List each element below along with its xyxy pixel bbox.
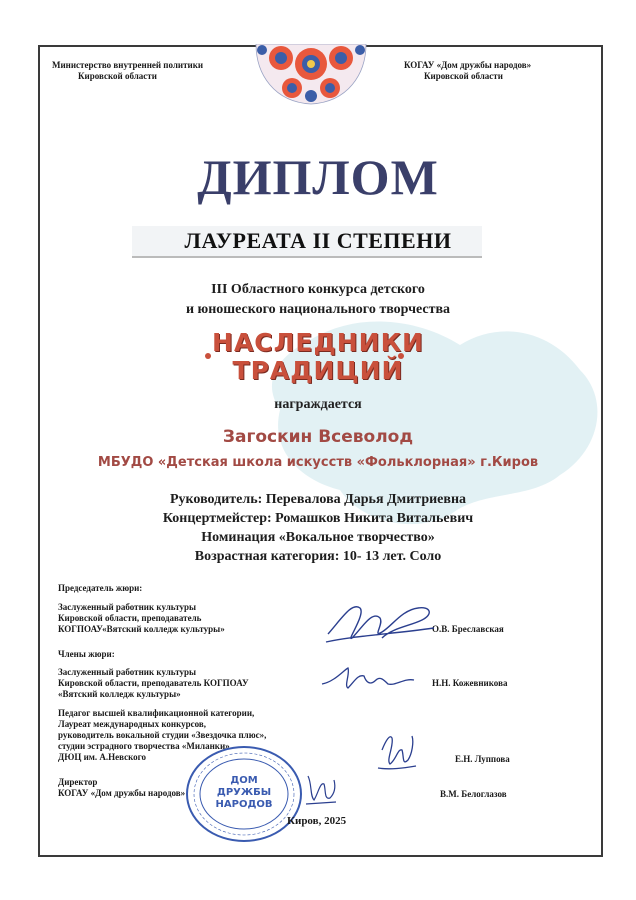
stamp-line1: ДОМ — [230, 775, 258, 786]
contest-line2: и юношеского национального творчества — [185, 302, 451, 317]
recipient-school: МБУДО «Детская школа искусств «Фольклорная» г.Киров — [97, 455, 539, 470]
director-title — [58, 777, 185, 799]
member2-line5: ДЮЦ им. А.Невского — [58, 752, 147, 762]
nomination: Номинация «Вокальное творчество» — [201, 530, 435, 545]
awarded-label: награждается — [274, 397, 362, 412]
leader: Руководитель: Перевалова Дарья Дмитриевна — [169, 492, 467, 507]
diploma-degree: ЛАУРЕАТА II СТЕПЕНИ — [184, 228, 452, 253]
contest-logo-line2: ТРАДИЦИЙ — [232, 356, 404, 385]
chair-line1: Заслуженный работник культуры — [58, 602, 197, 612]
header-left — [52, 60, 203, 82]
chair-signature — [322, 598, 442, 650]
header-right — [404, 60, 531, 82]
member2-name: Е.Н. Луппова — [455, 754, 510, 764]
chair-heading: Председатель жюри: — [58, 583, 143, 593]
organization-stamp — [185, 745, 303, 843]
contest-logo-line1: НАСЛЕДНИКИ — [212, 328, 424, 357]
header-right-line1: КОГАУ «Дом дружбы народов» — [404, 60, 532, 70]
chair-line3: КОГПОАУ«Вятский колледж культуры» — [58, 624, 225, 634]
director-line1: Директор — [58, 777, 98, 787]
header-left-line2: Кировской области — [78, 71, 157, 81]
accompanist: Концертмейстер: Ромашков Никита Витальевич — [162, 511, 474, 526]
chair-name: О.В. Бреславская — [432, 624, 504, 634]
recipient-name: Загоскин Всеволод — [222, 427, 414, 447]
diploma-title: ДИПЛОМ — [197, 149, 439, 205]
header-left-line1: Министерство внутренней политики — [52, 60, 204, 70]
member1-line2: Кировской области, преподаватель КОГПОАУ — [58, 678, 249, 688]
member1-title — [58, 667, 249, 700]
member2-line3: руководитель вокальной студии «Звездочка плюс», — [58, 730, 267, 740]
age-category: Возрастная категория: 10- 13 лет. Соло — [194, 549, 442, 564]
member2-line1: Педагог высшей квалификационной категории, — [58, 708, 255, 718]
contest-line1: III Областного конкурса детского — [211, 282, 425, 297]
chair-line2: Кировской области, преподаватель — [58, 613, 202, 623]
member2-signature — [372, 730, 422, 778]
director-signature — [300, 770, 340, 810]
participant-info — [0, 490, 636, 566]
folk-ornament-icon — [248, 44, 374, 106]
director-line2: КОГАУ «Дом дружбы народов» — [58, 788, 186, 798]
member1-line3: «Вятский колледж культуры» — [58, 689, 181, 699]
stamp-line2: ДРУЖБЫ — [216, 787, 272, 798]
header-right-line2: Кировской области — [424, 71, 503, 81]
member1-line1: Заслуженный работник культуры — [58, 667, 197, 677]
contest-name — [0, 280, 636, 320]
chair-title — [58, 602, 225, 635]
member2-line4: студии эстрадного творчества «Миланки» — [58, 741, 230, 751]
member1-name: Н.Н. Кожевникова — [432, 678, 508, 688]
member2-line2: Лауреат международных конкурсов, — [58, 719, 207, 729]
stamp-line3: НАРОДОВ — [215, 799, 273, 810]
stamp-text — [185, 775, 303, 811]
director-name: В.М. Белоглазов — [440, 789, 507, 799]
member1-signature — [318, 664, 418, 694]
city-date: Киров, 2025 — [287, 815, 347, 827]
members-heading: Члены жюри: — [58, 649, 115, 659]
